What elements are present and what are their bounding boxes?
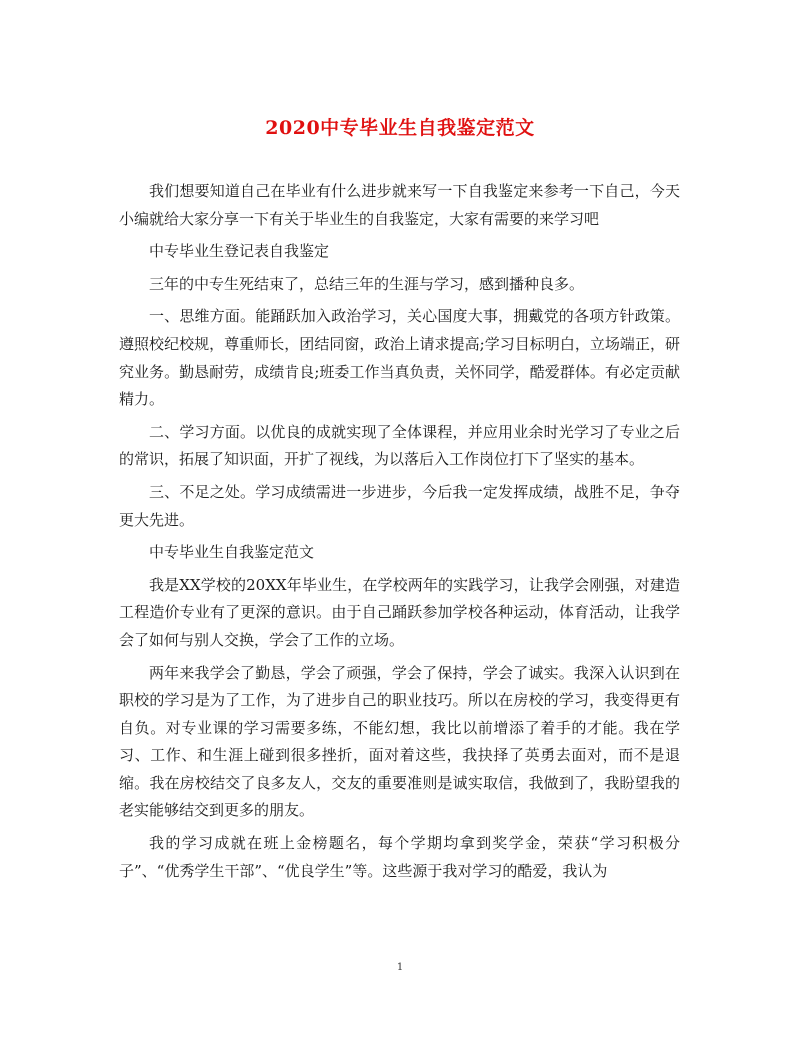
document-body — [119, 178, 680, 890]
body-paragraph: 我的学习成就在班上金榜题名，每个学期均拿到奖学金，荣获“学习积极分子”、“优秀学生干部”、“优良学生”等。这些源于我对学习的酷爱，我认为 — [119, 834, 680, 880]
document-title: 2020中专毕业生自我鉴定范文 — [265, 117, 535, 139]
page-number: 1 — [396, 962, 404, 973]
section-heading: 中专毕业生自我鉴定范文 — [149, 543, 315, 562]
body-paragraph: 二、学习方面。以优良的成就实现了全体课程，并应用业余时光学习了专业之后的常识，拓展了知识面，开扩了视线，为以落后入工作岗位打下了坚实的基本。 — [119, 422, 680, 469]
body-paragraph: 两年来我学会了勤恳，学会了顽强，学会了保持，学会了诚实。我深入认识到在职校的学习是为了工作，为了进步自己的职业技巧。所以在房校的学习，我变得更有自负。对专业课的学习需要多练，不能幻想，我比以前增添了着手的才能。我在学习、工作、和生涯上碰到很多挫折，面对着这些，我抉择了英勇去面对，而不是退缩。我在房校结交了良多友人，交友的重要准则是诚实取信，我做到了，我盼望我的老实能够结交到更多的朋友。 — [119, 663, 680, 820]
body-paragraph: 我是XX学校的20XX年毕业生，在学校两年的实践学习，让我学会刚强，对建造工程造价专业有了更深的意识。由于自己踊跃参加学校各种运动，体育活动，让我学会了如何与别人交换，学会了工作的立场。 — [119, 575, 680, 649]
section-heading: 中专毕业生登记表自我鉴定 — [149, 242, 330, 261]
body-paragraph: 一、思维方面。能踊跃加入政治学习，关心国度大事，拥戴党的各项方针政策。遵照校纪校规，尊重师长，团结同窗，政治上请求提高;学习目标明白，立场端正，研究业务。勤恳耐劳，成绩肯良;班委工作当真负责，关怀同学，酷爱群体。有必定贡献精力。 — [119, 307, 680, 409]
body-paragraph: 三年的中专生死结束了，总结三年的生涯与学习，感到播种良多。 — [149, 274, 585, 293]
intro-paragraph: 我们想要知道自己在毕业有什么进步就来写一下自我鉴定来参考一下自己，今天小编就给大家分享一下有关于毕业生的自我鉴定，大家有需要的来学习吧 — [119, 182, 680, 228]
body-paragraph: 三、不足之处。学习成绩需进一步进步，今后我一定发挥成绩，战胜不足，争夺更大先进。 — [119, 482, 680, 529]
